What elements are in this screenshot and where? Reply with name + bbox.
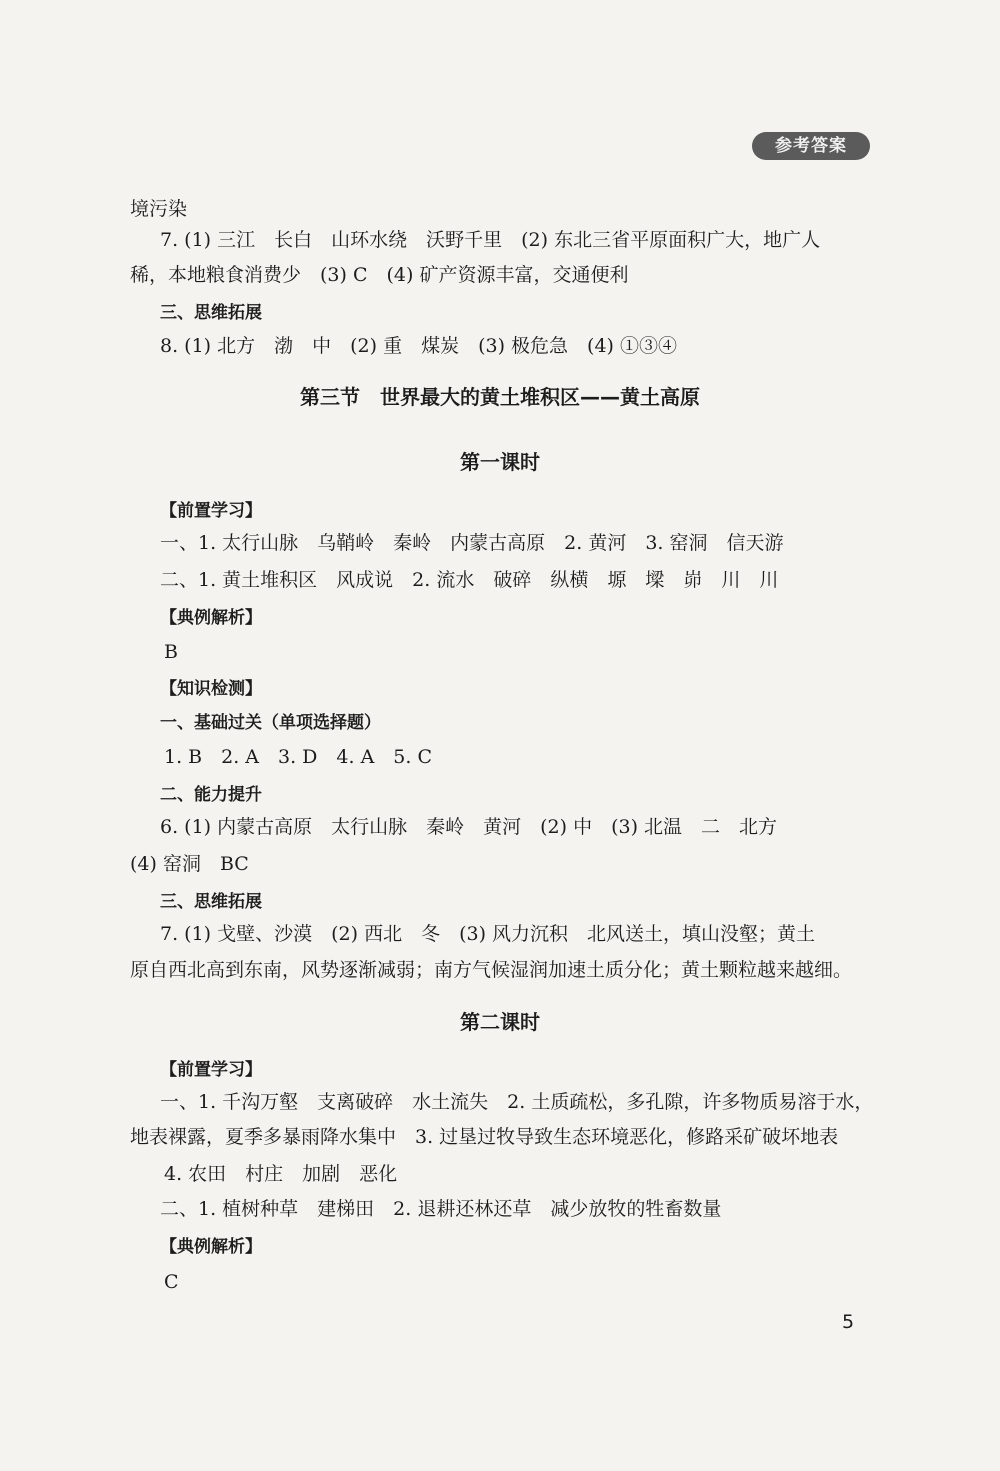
lesson-title: 第二课时 — [460, 1010, 540, 1034]
text-line: (4) 窑洞 BC — [130, 853, 249, 875]
text-line: 1. B 2. A 3. D 4. A 5. C — [164, 746, 433, 768]
section-title: 第三节 世界最大的黄土堆积区——黄土高原 — [300, 385, 700, 409]
subheading-example: 【典例解析】 — [160, 608, 262, 628]
text-line: 8. (1) 北方 渤 中 (2) 重 煤炭 (3) 极危急 (4) ①③④ — [160, 335, 677, 357]
subheading-ability: 二、能力提升 — [160, 785, 262, 805]
subheading-example: 【典例解析】 — [160, 1237, 262, 1257]
text-line: 一、1. 千沟万壑 支离破碎 水土流失 2. 土质疏松，多孔隙，许多物质易溶于水， — [160, 1091, 874, 1113]
lesson-title: 第一课时 — [460, 450, 540, 474]
text-line: 7. (1) 戈壁、沙漠 (2) 西北 冬 (3) 风力沉积 北风送土，填山没壑；黄土 — [160, 923, 816, 945]
page-number: 5 — [842, 1311, 855, 1333]
subheading-knowledge-check: 【知识检测】 — [160, 679, 262, 699]
subheading-basic: 一、基础过关（单项选择题） — [160, 713, 381, 733]
text-line: 原自西北高到东南，风势逐渐减弱；南方气候湿润加速土质分化；黄土颗粒越来越细。 — [130, 959, 853, 981]
subheading-thinking: 三、思维拓展 — [160, 303, 262, 323]
text-line: 地表裸露，夏季多暴雨降水集中 3. 过垦过牧导致生态环境恶化，修路采矿破坏地表 — [130, 1126, 839, 1148]
text-line: 6. (1) 内蒙古高原 太行山脉 秦岭 黄河 (2) 中 (3) 北温 二 北方 — [160, 816, 778, 838]
text-line: 二、1. 黄土堆积区 风成说 2. 流水 破碎 纵横 塬 墚 峁 川 川 — [160, 569, 779, 591]
text-line: B — [164, 641, 178, 663]
subheading-thinking: 三、思维拓展 — [160, 892, 262, 912]
subheading-pre-study: 【前置学习】 — [160, 501, 262, 521]
text-line: 二、1. 植树种草 建梯田 2. 退耕还林还草 减少放牧的牲畜数量 — [160, 1198, 722, 1220]
subheading-pre-study: 【前置学习】 — [160, 1060, 262, 1080]
text-line: 4. 农田 村庄 加剧 恶化 — [164, 1163, 398, 1185]
text-line: 稀，本地粮食消费少 (3) C (4) 矿产资源丰富，交通便利 — [130, 264, 629, 286]
text-line: 7. (1) 三江 长白 山环水绕 沃野千里 (2) 东北三省平原面积广大，地广人 — [160, 229, 821, 251]
text-line: 境污染 — [130, 198, 188, 220]
text-line: C — [164, 1271, 179, 1293]
text-line: 一、1. 太行山脉 乌鞘岭 秦岭 内蒙古高原 2. 黄河 3. 窑洞 信天游 — [160, 532, 784, 554]
answer-key-badge: 参考答案 — [752, 132, 870, 160]
